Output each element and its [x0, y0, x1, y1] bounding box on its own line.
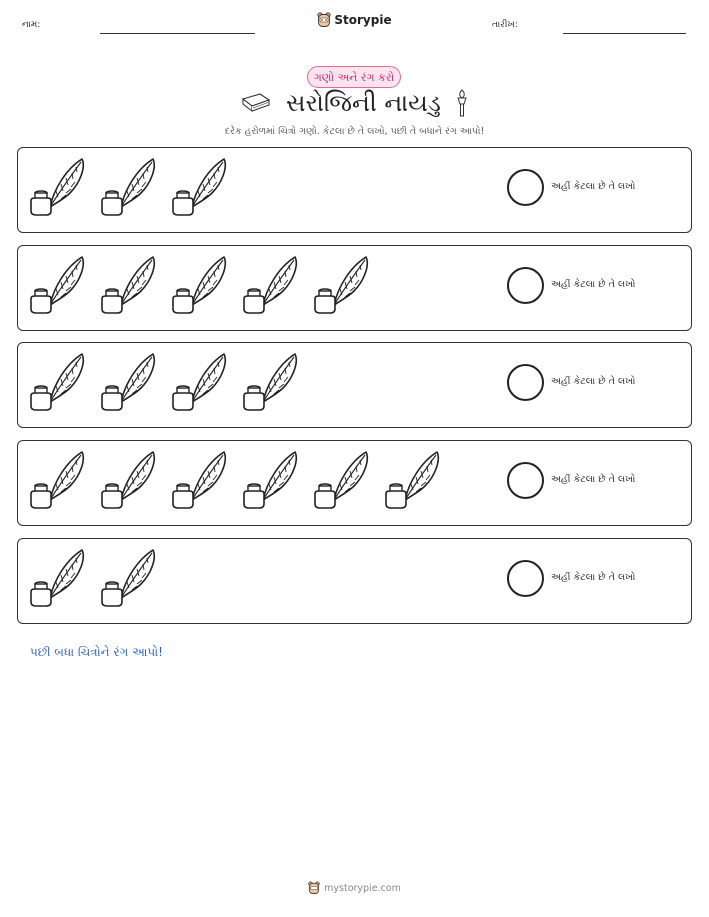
bear-logo-icon: [308, 881, 320, 895]
closing-note: પછી બધા ચિત્રોને રંગ આપો!: [30, 645, 163, 659]
quill-inkpot-icon[interactable]: [170, 448, 228, 512]
picture-group: [28, 448, 441, 520]
answer-circle[interactable]: [507, 169, 544, 206]
quill-inkpot-icon[interactable]: [99, 253, 157, 317]
quill-inkpot-icon[interactable]: [241, 350, 299, 414]
picture-group: [28, 350, 299, 422]
page-title: સરોજિની નાયડુ: [286, 89, 441, 117]
quill-inkpot-icon[interactable]: [28, 448, 86, 512]
answer-prompt: અહીં કેટલા છે તે લખો: [551, 572, 636, 583]
name-label: નામ:: [22, 20, 41, 30]
counting-row: [17, 440, 692, 526]
quill-inkpot-icon[interactable]: [28, 350, 86, 414]
name-line[interactable]: [100, 33, 255, 34]
counting-row: [17, 147, 692, 233]
footer: [0, 880, 709, 899]
quill-inkpot-icon[interactable]: [99, 448, 157, 512]
quill-inkpot-icon[interactable]: [99, 155, 157, 219]
bear-logo-icon: [317, 12, 331, 28]
quill-inkpot-icon[interactable]: [28, 253, 86, 317]
answer-circle[interactable]: [507, 267, 544, 304]
picture-group: [28, 253, 370, 325]
quill-inkpot-icon[interactable]: [312, 253, 370, 317]
quill-inkpot-icon[interactable]: [170, 253, 228, 317]
quill-inkpot-icon[interactable]: [99, 546, 157, 610]
quill-inkpot-icon[interactable]: [241, 253, 299, 317]
book-icon: [240, 91, 272, 115]
counting-row: [17, 342, 692, 428]
answer-circle[interactable]: [507, 364, 544, 401]
torch-icon: [455, 88, 469, 118]
answer-prompt: અહીં કેટલા છે તે લખો: [551, 279, 636, 290]
quill-inkpot-icon[interactable]: [99, 350, 157, 414]
answer-prompt: અહીં કેટલા છે તે લખો: [551, 474, 636, 485]
quill-inkpot-icon[interactable]: [312, 448, 370, 512]
answer-circle[interactable]: [507, 462, 544, 499]
quill-inkpot-icon[interactable]: [170, 350, 228, 414]
date-label: તારીખ:: [492, 20, 518, 30]
answer-circle[interactable]: [507, 560, 544, 597]
instructions: દરેક હરોળમાં ચિત્રો ગણો. કેટલા છે તે લખો, પછી તે બધાને રંગ આપો!: [224, 126, 485, 137]
counting-row: [17, 245, 692, 331]
quill-inkpot-icon[interactable]: [28, 546, 86, 610]
brand: [0, 12, 709, 32]
date-line[interactable]: [563, 33, 686, 34]
quill-inkpot-icon[interactable]: [241, 448, 299, 512]
answer-prompt: અહીં કેટલા છે તે લખો: [551, 376, 636, 387]
brand-name: Storypie: [334, 13, 392, 27]
footer-url: mystorypie.com: [324, 882, 401, 894]
quill-inkpot-icon[interactable]: [383, 448, 441, 512]
quill-inkpot-icon[interactable]: [170, 155, 228, 219]
quill-inkpot-icon[interactable]: [28, 155, 86, 219]
activity-badge: ગણો અને રંગ કરો: [307, 66, 401, 88]
counting-row: [17, 538, 692, 624]
answer-prompt: અહીં કેટલા છે તે લખો: [551, 181, 636, 192]
picture-group: [28, 155, 228, 227]
picture-group: [28, 546, 157, 618]
